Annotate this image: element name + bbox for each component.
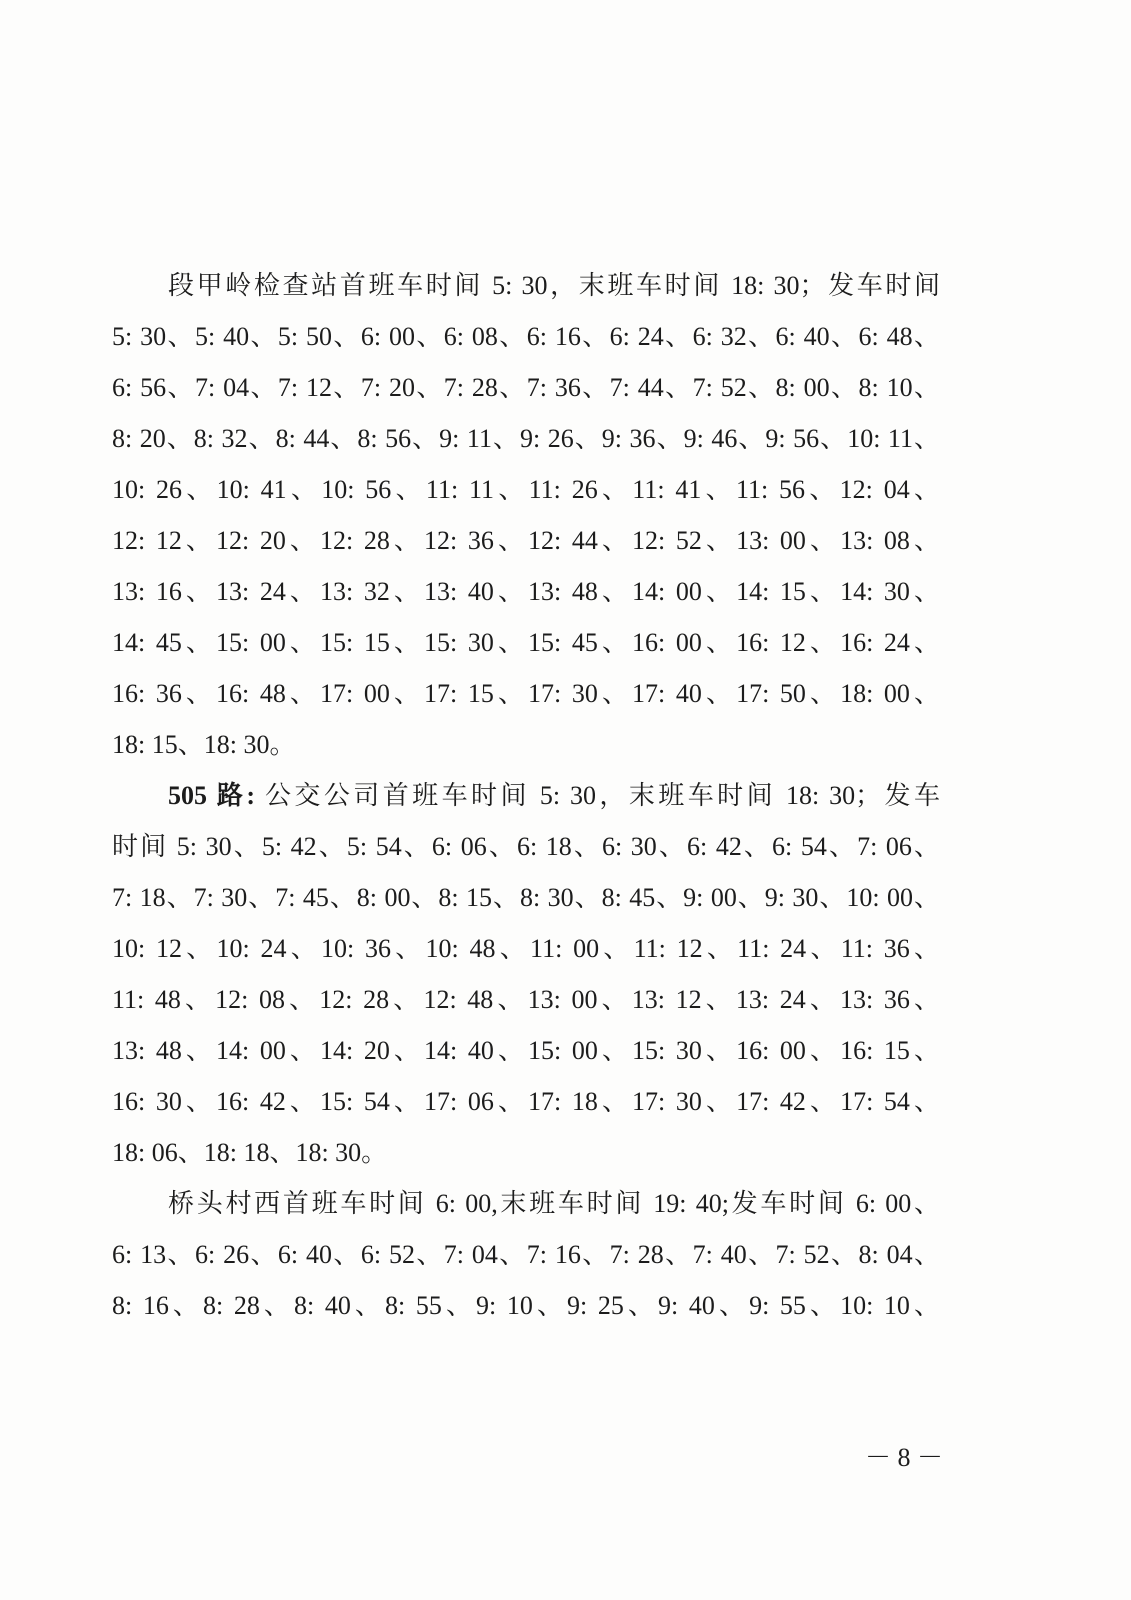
text-line: 10: 26、10: 41、10: 56、11: 11、11: 26、11: 41、11: 56、12: 04、 [112, 475, 940, 504]
text-line: 8: 16、8: 28、8: 40、8: 55、9: 10、9: 25、9: 40、9: 55、10: 10、 [112, 1291, 940, 1320]
text-line: 18: 15、18: 30。 [112, 730, 296, 759]
page-number: － 8 － [864, 1443, 943, 1472]
page-body [112, 260, 940, 1331]
text-line: 10: 12、10: 24、10: 36、10: 48、11: 00、11: 12、11: 24、11: 36、 [112, 934, 940, 963]
text-line: 16: 36、16: 48、17: 00、17: 15、17: 30、17: 40、17: 50、18: 00、 [112, 679, 940, 708]
text-line: 13: 48、14: 00、14: 20、14: 40、15: 00、15: 30、16: 00、16: 15、 [112, 1036, 940, 1065]
text-line: 11: 48、12: 08、12: 28、12: 48、13: 00、13: 12、13: 24、13: 36、 [112, 985, 940, 1014]
text-line: 16: 30、16: 42、15: 54、17: 06、17: 18、17: 30、17: 42、17: 54、 [112, 1087, 940, 1116]
text-line: 6: 56、7: 04、7: 12、7: 20、7: 28、7: 36、7: 44、7: 52、8: 00、8: 10、 [112, 373, 940, 402]
text-line: 段甲岭检查站首班车时间 5: 30，末班车时间 18: 30；发车时间 [168, 271, 940, 300]
text-line: 14: 45、15: 00、15: 15、15: 30、15: 45、16: 00、16: 12、16: 24、 [112, 628, 940, 657]
text-line: 12: 12、12: 20、12: 28、12: 36、12: 44、12: 52、13: 00、13: 08、 [112, 526, 940, 555]
text-line: 6: 13、6: 26、6: 40、6: 52、7: 04、7: 16、7: 28、7: 40、7: 52、8: 04、 [112, 1240, 940, 1269]
text-line: 时间 5: 30、5: 42、5: 54、6: 06、6: 18、6: 30、6: 42、6: 54、7: 06、 [112, 832, 940, 861]
text-line: 13: 16、13: 24、13: 32、13: 40、13: 48、14: 00、14: 15、14: 30、 [112, 577, 940, 606]
text-line [112, 770, 940, 821]
text-line: 8: 20、8: 32、8: 44、8: 56、9: 11、9: 26、9: 36、9: 46、9: 56、10: 11、 [112, 424, 940, 453]
route-label: 505 路: [168, 781, 256, 810]
text-line: 5: 30、5: 40、5: 50、6: 00、6: 08、6: 16、6: 24、6: 32、6: 40、6: 48、 [112, 322, 940, 351]
text-line: 18: 06、18: 18、18: 30。 [112, 1138, 388, 1167]
text-line: 桥头村西首班车时间 6: 00,末班车时间 19: 40;发车时间 6: 00、 [168, 1189, 940, 1218]
text-line: 7: 18、7: 30、7: 45、8: 00、8: 15、8: 30、8: 45、9: 00、9: 30、10: 00、 [112, 883, 940, 912]
text-line-content: 公交公司首班车时间 5: 30，末班车时间 18: 30；发车 [264, 781, 940, 810]
